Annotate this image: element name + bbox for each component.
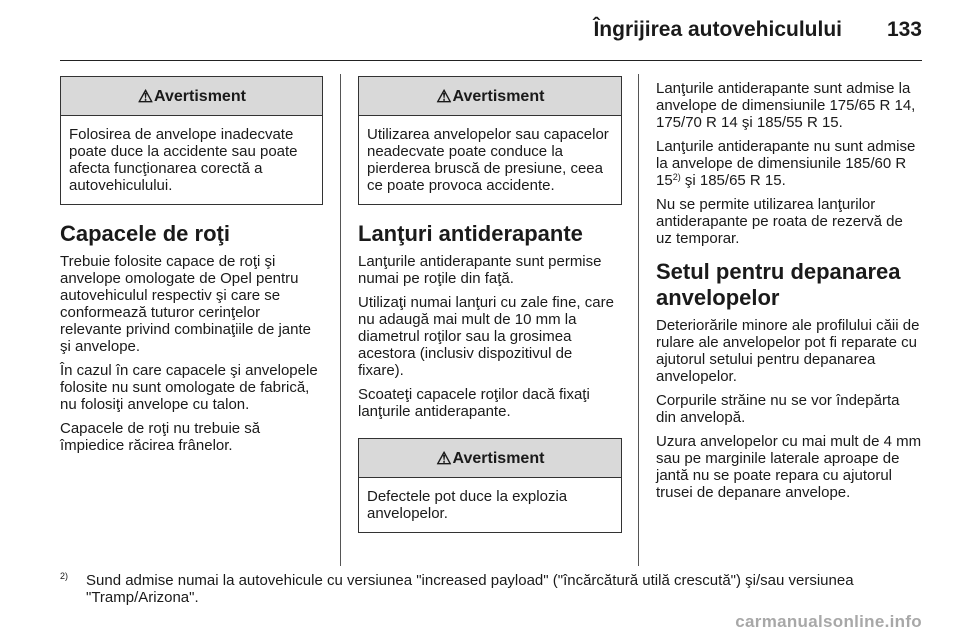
warning-header xyxy=(61,77,322,116)
section-heading: Capacele de roţi xyxy=(60,221,230,246)
paragraph: Uzura anvelopelor cu mai mult de 4 mm sau pe marginile laterale aproape de jantă nu se poate repara cu ajutorul trusei de depanare anvelope. xyxy=(656,433,922,501)
paragraph: Utilizaţi numai lanţuri cu zale fine, care nu adaugă mai mult de 10 mm la diametrul roţilor sau la grosimea acestora (inclusiv dispozitivul de fixare). xyxy=(358,294,614,379)
paragraph: Scoateţi capacele roţilor dacă fixaţi lanţurile antiderapante. xyxy=(358,386,590,420)
warning-header xyxy=(359,439,621,478)
footnote-reference[interactable]: 2) xyxy=(672,172,681,182)
warning-text: Utilizarea anvelopelor sau capacelor neadecvate poate conduce la pierderea bruscă de presiune, ceea ce poate provoca accidente. xyxy=(367,126,609,194)
warning-header xyxy=(359,77,621,116)
paragraph-text: şi 185/65 R 15. xyxy=(680,172,786,189)
paragraph: Trebuie folosite capace de roţi şi anvelope omologate de Opel pentru autovehiculul respectiv şi care se conformează tuturor cerinţelor relevante privind combinaţiile de jante şi anvelope. xyxy=(60,253,311,355)
paragraph: În cazul în care capacele şi anvelopele folosite nu sunt omologate de fabrică, nu folosiţi anvelope cu talon. xyxy=(60,362,318,413)
paragraph: Lanţurile antiderapante sunt permise numai pe roţile din faţă. xyxy=(358,253,602,287)
paragraph: Lanţurile antiderapante sunt admise la anvelope de dimensiunile 175/65 R 14, 175/70 R 14 şi 185/55 R 15. xyxy=(656,80,916,131)
warning-triangle-icon: ⚠ xyxy=(137,87,154,106)
paragraph: Nu se permite utilizarea lanţurilor antiderapante pe roata de rezervă de uz temporar. xyxy=(656,196,903,247)
warning-text: Folosirea de anvelope inadecvate poate duce la accidente sau poate afecta funcţionarea corectă a autovehiculului. xyxy=(69,126,298,194)
section-heading: Setul pentru depanarea anvelopelor xyxy=(656,259,901,310)
page-number: 133 xyxy=(886,18,922,41)
watermark: carmanualsonline.info xyxy=(735,612,922,631)
header-title: Îngrijirea autovehiculului xyxy=(593,18,842,41)
paragraph: Capacele de roţi nu trebuie să împiedice răcirea frânelor. xyxy=(60,420,261,454)
column-divider-1 xyxy=(340,74,341,566)
footnote-marker: 2) xyxy=(60,571,69,581)
footnote-text: Sund admise numai la autovehicule cu versiunea "increased payload" ("încărcătură utilă crescută") şi/sau versiunea "Tramp/Arizona". xyxy=(86,572,854,606)
warning-box xyxy=(358,438,622,533)
paragraph: Corpurile străine nu se vor îndepărta din anvelopă. xyxy=(656,392,900,426)
warning-box xyxy=(358,76,622,205)
paragraph xyxy=(656,138,922,189)
paragraph: Deteriorările minore ale profilului căii de rulare ale anvelopelor pot fi reparate cu ajutorul setului pentru depanarea anvelopelor. xyxy=(656,317,920,385)
column-2 xyxy=(358,76,622,533)
warning-text: Defectele pot duce la explozia anvelopelor. xyxy=(367,488,568,522)
warning-title: Avertisment xyxy=(452,450,545,467)
header-divider xyxy=(60,60,922,61)
warning-triangle-icon: ⚠ xyxy=(436,87,452,106)
column-3 xyxy=(656,80,922,508)
section-heading: Lanţuri antiderapante xyxy=(358,221,583,246)
warning-triangle-icon: ⚠ xyxy=(436,449,452,468)
warning-title: Avertisment xyxy=(452,88,545,105)
column-1 xyxy=(60,76,323,461)
warning-title: Avertisment xyxy=(154,88,246,105)
paragraph-text: Lanţurile antiderapante nu sunt admise la anvelope de dimensiunile 185/60 R 15 xyxy=(656,138,916,189)
column-divider-2 xyxy=(638,74,639,566)
warning-box xyxy=(60,76,323,205)
